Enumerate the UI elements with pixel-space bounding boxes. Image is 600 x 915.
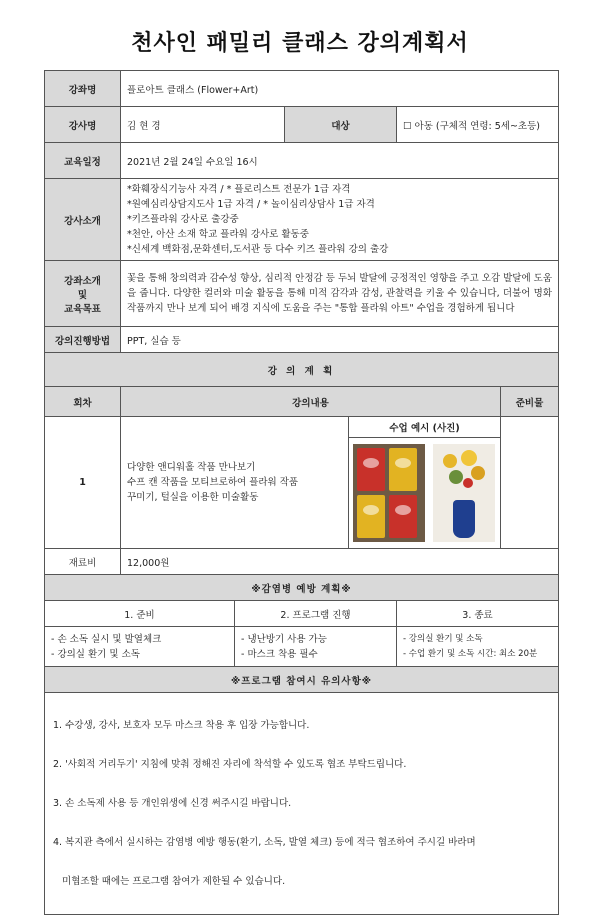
prevention-end-list [397,627,559,667]
session-content [121,417,349,549]
notice-item: 미협조할 때에는 프로그램 참여가 제한될 수 있습니다. [53,876,286,887]
goal-label-line: 교육목표 [64,303,101,315]
row-prevention-header [45,575,559,601]
fee-label: 재료비 [45,549,121,575]
document-title: 천사인 패밀리 클래스 강의계획서 [131,31,469,56]
photo-cell [349,417,501,549]
notice-item: 1. 수강생, 강사, 보호자 모두 마스크 착용 후 입장 가능합니다. [53,720,310,731]
lecture-name-label: 강좌명 [45,71,121,107]
target-value: ☐ 아동 (구체적 연령: 5세~초등) [397,107,559,143]
intro-line: *신세계 백화점,문화센터,도서관 등 다수 키즈 플라워 강의 출강 [127,244,389,255]
content-line: 꾸미기, 털실을 이용한 미술활동 [127,492,259,503]
goal-label-line: 강좌소개 [64,275,101,287]
soup-can-artwork-image [353,444,425,542]
prevention-col-end: 3. 종료 [397,601,559,627]
vase [453,500,475,538]
schedule-label: 교육일정 [45,143,121,179]
row-plan-header [45,353,559,387]
schedule-value: 2021년 2월 24일 수요일 16시 [121,143,559,179]
row-notice-items [45,693,559,915]
lecture-plan-table [44,70,559,915]
prevention-item: - 냉난방기 사용 가능 [241,633,327,645]
notice-header: ※프로그램 참여시 유의사항※ [45,667,559,693]
prevention-item: - 강의실 환기 및 소독 [403,633,483,644]
row-intro [45,179,559,261]
fee-value: 12,000원 [121,549,559,575]
prevention-prepare-list [45,627,235,667]
soup-can-red [389,495,417,538]
lecture-name-value: 플로아트 클래스 (Flower+Art) [121,71,559,107]
prevention-progress-list [235,627,397,667]
content-column-header: 강의내용 [121,387,501,417]
prevention-header: ※감염병 예방 계획※ [45,575,559,601]
goal-label-line: 및 [77,289,88,301]
intro-label: 강사소개 [45,179,121,261]
soup-can-red [357,448,385,491]
row-prevention-columns [45,601,559,627]
prevention-item: - 수업 환기 및 소독 시간: 최소 20분 [403,648,538,659]
content-line: 다양한 앤디워홀 작품 만나보기 [127,462,256,473]
prep-cell [501,417,559,549]
instructor-value: 김 현 경 [121,107,285,143]
intro-line: *키즈플라워 강사로 출강중 [127,214,239,225]
row-fee [45,549,559,575]
row-notice-header [45,667,559,693]
row-lecture-name [45,71,559,107]
row-session-1 [45,417,559,549]
soup-can-yellow [389,448,417,491]
prevention-col-progress: 2. 프로그램 진행 [235,601,397,627]
intro-line: *천안, 아산 소재 학교 플라워 강사로 활동중 [127,229,309,240]
notice-item: 3. 손 소독제 사용 등 개인위생에 신경 써주시길 바랍니다. [53,798,292,809]
target-label: 대상 [285,107,397,143]
goal-label [45,261,121,327]
row-instructor [45,107,559,143]
flower-vase-image [433,444,495,542]
plan-header: 강 의 계 획 [45,353,559,387]
notice-item: 4. 복지관 측에서 실시하는 감염병 예방 행동(환기, 소독, 발열 체크) 등에 적극 협조하여 주시길 바라며 [53,837,476,848]
prevention-item: - 마스크 착용 필수 [241,648,318,660]
row-goal [45,261,559,327]
photo-examples [349,438,500,548]
intro-list [121,179,559,261]
row-prevention-items [45,627,559,667]
session-column-header: 회차 [45,387,121,417]
content-line: 수프 캔 작품을 모티브로하여 플라워 작품 [127,477,299,488]
photo-label: 수업 예시 (사진) [349,417,500,438]
row-method [45,327,559,353]
prevention-item: - 손 소독 실시 및 발열체크 [51,633,162,645]
prevention-col-prepare: 1. 준비 [45,601,235,627]
intro-line: *화훼장식기능사 자격 / * 플로리스트 전문가 1급 자격 [127,184,351,195]
instructor-label: 강사명 [45,107,121,143]
goal-text: 꽃을 통해 창의력과 감수성 향상, 심리적 안정감 등 두뇌 발달에 긍정적인 영향을 주고 오감 발달에 도움을 줍니다. 다양한 컬러와 미술 활동을 통해 미적 감각과 감성, 관찰력을 키울 수 있습니다, 더불어 명화 작품까지 만나 보게 되어 배경 지식에 도움을 주는 "통합 플라워 아트" 수업을 경험하게 됩니다 [121,261,559,327]
prevention-item: - 강의실 환기 및 소독 [51,648,140,660]
method-value: PPT, 실습 등 [121,327,559,353]
notice-item: 2. '사회적 거리두기' 지침에 맞춰 정해진 자리에 착석할 수 있도록 협조 부탁드립니다. [53,759,407,770]
soup-can-yellow [357,495,385,538]
session-number: 1 [45,417,121,549]
method-label: 강의진행방법 [45,327,121,353]
row-schedule [45,143,559,179]
row-plan-columns [45,387,559,417]
intro-line: *원예심리상담지도사 1급 자격 / * 놀이심리상담사 1급 자격 [127,199,375,210]
lecture-plan-sheet [44,70,558,887]
prep-column-header: 준비물 [501,387,559,417]
notice-list [45,693,559,915]
